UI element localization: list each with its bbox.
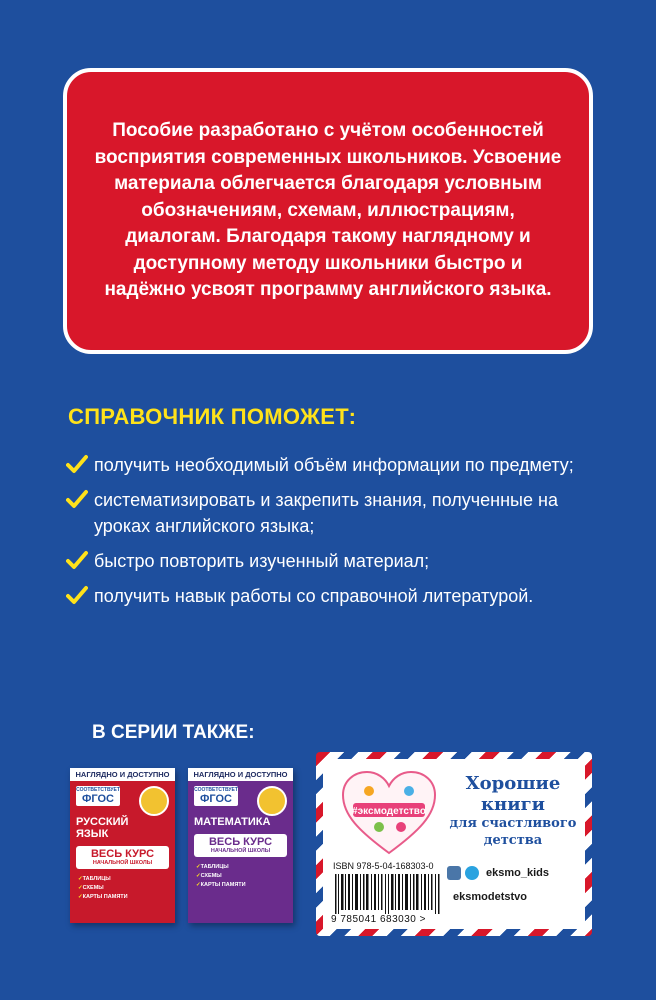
intro-box — [63, 68, 593, 354]
book-subject: МАТЕМАТИКА — [194, 816, 271, 828]
list-item — [66, 583, 586, 609]
list-item-text: систематизировать и закрепить знания, полученные на уроках английского языка; — [94, 490, 558, 536]
intro-text: Пособие разработано с учётом особенностей восприятия современных школьников. Усвоение материала облегчается благодаря условным обозначениям, схемам, иллюстрациям, диалогам. Благодаря такому наглядному и доступному методу школьники быстро и надёжно усвоят программу английского языка. — [94, 120, 562, 301]
vk-icon — [447, 866, 461, 880]
helps-list — [66, 452, 586, 618]
book-band: НАГЛЯДНО И ДОСТУПНО — [188, 768, 293, 781]
isbn-text: ISBN 978-5-04-168303-0 — [333, 861, 434, 871]
social-row — [447, 866, 549, 880]
checkmark-icon — [66, 454, 88, 474]
book-features: ✓ ТАБЛИЦЫ ✓ СХЕМЫ ✓ КАРТЫ ПАМЯТИ — [78, 875, 175, 902]
fgos-badge: СООТВЕТСТВУЕТ ФГОС — [194, 787, 238, 805]
barcode-number: 9 785041 683030 > — [331, 914, 426, 925]
list-item-text: получить навык работы со справочной литературой. — [94, 586, 534, 606]
site-handle: eksmodetstvo — [453, 891, 527, 903]
book-cover-math — [188, 768, 293, 923]
list-item — [66, 452, 586, 478]
checkmark-icon — [66, 489, 88, 509]
heart-logo-icon — [339, 769, 439, 857]
fgos-badge: СООТВЕТСТВУЕТ ФГОС — [76, 787, 120, 805]
book-subject: РУССКИЙ ЯЗЫК — [76, 816, 129, 840]
book-features: ✓ ТАБЛИЦЫ ✓ СХЕМЫ ✓ КАРТЫ ПАМЯТИ — [196, 863, 293, 890]
heart-logo-text: #эксмодетство — [352, 806, 426, 817]
list-item — [66, 548, 586, 574]
slogan: Хорошие книги для счастливого детства — [449, 773, 577, 848]
list-item-text: быстро повторить изученный материал; — [94, 551, 430, 571]
publisher-card-inner — [323, 759, 585, 929]
course-badge: ВЕСЬ КУРС НАЧАЛЬНОЙ ШКОЛЫ — [194, 834, 287, 857]
seal-icon — [139, 786, 169, 816]
series-label: В СЕРИИ ТАКЖЕ: — [92, 722, 255, 743]
book-band: НАГЛЯДНО И ДОСТУПНО — [70, 768, 175, 781]
checkmark-icon — [66, 585, 88, 605]
list-item — [66, 487, 586, 539]
telegram-icon — [465, 866, 479, 880]
helps-heading: СПРАВОЧНИК ПОМОЖЕТ: — [68, 404, 357, 429]
list-item-text: получить необходимый объём информации по предмету; — [94, 455, 574, 475]
publisher-card — [316, 752, 592, 936]
checkmark-icon — [66, 550, 88, 570]
seal-icon — [257, 786, 287, 816]
course-badge: ВЕСЬ КУРС НАЧАЛЬНОЙ ШКОЛЫ — [76, 846, 169, 869]
social-handle: eksmo_kids — [486, 867, 549, 879]
barcode-icon — [333, 874, 441, 914]
book-cover-russian — [70, 768, 175, 923]
